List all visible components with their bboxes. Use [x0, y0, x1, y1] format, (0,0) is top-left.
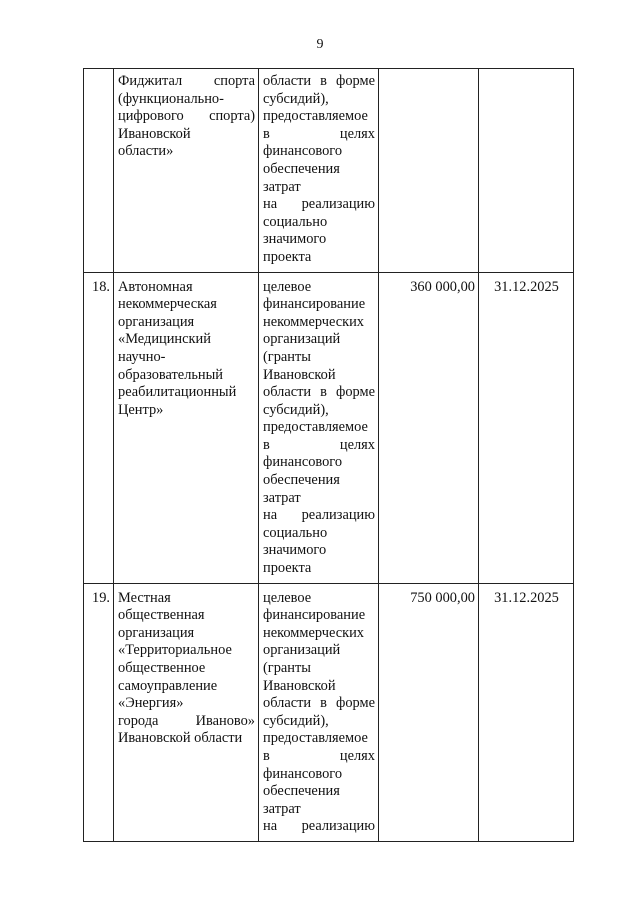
name-line: реабилитационный: [118, 384, 237, 401]
purpose-line: области в форме: [263, 695, 375, 712]
purpose-line: обеспечения: [263, 472, 340, 489]
recipient-name: [114, 583, 259, 841]
name-line: города Иваново»: [118, 712, 255, 729]
purpose-line: в целях: [263, 747, 375, 764]
purpose-line: организаций: [263, 642, 341, 659]
purpose-line: субсидий),: [263, 712, 329, 729]
row-number: 18.: [84, 272, 114, 583]
table-row: [84, 583, 574, 841]
name-line: «Энергия»: [118, 695, 184, 712]
grant-amount: [379, 69, 479, 273]
row-number: 19.: [84, 583, 114, 841]
purpose-line: (гранты: [263, 660, 311, 676]
purpose-line: на реализацию: [263, 196, 375, 213]
purpose-line: (гранты: [263, 348, 311, 365]
purpose-line: целевое: [263, 589, 312, 606]
purpose-line: Ивановской: [263, 677, 336, 694]
name-line: «Медицинский: [118, 331, 211, 348]
purpose-line: предоставляемое: [263, 730, 368, 747]
purpose-line: некоммерческих: [263, 313, 364, 330]
purpose-line: обеспечения: [263, 160, 340, 177]
grants-table: [83, 68, 574, 842]
purpose-line: целевое: [263, 278, 312, 295]
purpose-line: субсидий),: [263, 401, 329, 418]
purpose-line: значимого: [263, 542, 327, 559]
purpose-line: затрат: [263, 800, 301, 817]
purpose-line: финансового: [263, 143, 343, 160]
grant-date: 31.12.2025: [479, 583, 574, 841]
name-line: Ивановской области: [118, 730, 243, 747]
grant-amount: 360 000,00: [379, 272, 479, 583]
purpose-line: области в форме: [263, 384, 375, 401]
purpose-line: проекта: [263, 248, 312, 265]
name-line: Центр»: [118, 401, 164, 418]
purpose-line: в целях: [263, 125, 375, 142]
purpose-line: значимого: [263, 231, 327, 248]
row-number: [84, 69, 114, 273]
name-line: Ивановской: [118, 125, 191, 142]
purpose-line: некоммерческих: [263, 624, 364, 641]
name-line: организация: [118, 313, 195, 330]
name-line: «Территориальное: [118, 642, 232, 659]
purpose-line: социально: [263, 213, 328, 230]
purpose-line: субсидий),: [263, 90, 329, 107]
purpose-line: Ивановской: [263, 366, 336, 383]
purpose-line: на реализацию: [263, 507, 375, 524]
grant-purpose: [259, 69, 379, 273]
purpose-line: на реализацию: [263, 818, 375, 835]
name-line: научно-: [118, 348, 166, 365]
grant-amount: 750 000,00: [379, 583, 479, 841]
name-line: Местная: [118, 589, 171, 606]
purpose-line: финансирование: [263, 296, 366, 313]
grant-purpose: [259, 272, 379, 583]
table-row: [84, 272, 574, 583]
grant-date: [479, 69, 574, 273]
purpose-line: финансового: [263, 454, 343, 471]
name-line: образовательный: [118, 366, 224, 383]
name-line: самоуправление: [118, 677, 218, 694]
name-line: области»: [118, 143, 174, 160]
name-line: некоммерческая: [118, 296, 217, 313]
name-line: (функционально-: [118, 90, 224, 107]
page-number: 9: [316, 37, 324, 52]
purpose-line: затрат: [263, 489, 301, 506]
recipient-name: [114, 69, 259, 273]
grant-date: 31.12.2025: [479, 272, 574, 583]
name-line: общественная: [118, 607, 205, 624]
purpose-line: организаций: [263, 331, 341, 348]
purpose-line: финансового: [263, 765, 343, 782]
purpose-line: проекта: [263, 560, 312, 577]
name-line: общественное: [118, 660, 206, 676]
purpose-line: затрат: [263, 178, 301, 195]
purpose-line: области в форме: [263, 73, 375, 89]
purpose-line: социально: [263, 524, 328, 541]
name-line: Автономная: [118, 278, 193, 295]
recipient-name: [114, 272, 259, 583]
purpose-line: предоставляемое: [263, 108, 368, 125]
table-row: [84, 69, 574, 273]
name-line: цифрового спорта): [118, 108, 255, 125]
purpose-line: в целях: [263, 436, 375, 453]
name-line: организация: [118, 624, 195, 641]
purpose-line: обеспечения: [263, 783, 340, 800]
purpose-line: финансирование: [263, 607, 366, 624]
name-line: Фиджитал спорта: [118, 73, 255, 89]
purpose-line: предоставляемое: [263, 419, 368, 436]
grant-purpose: [259, 583, 379, 841]
